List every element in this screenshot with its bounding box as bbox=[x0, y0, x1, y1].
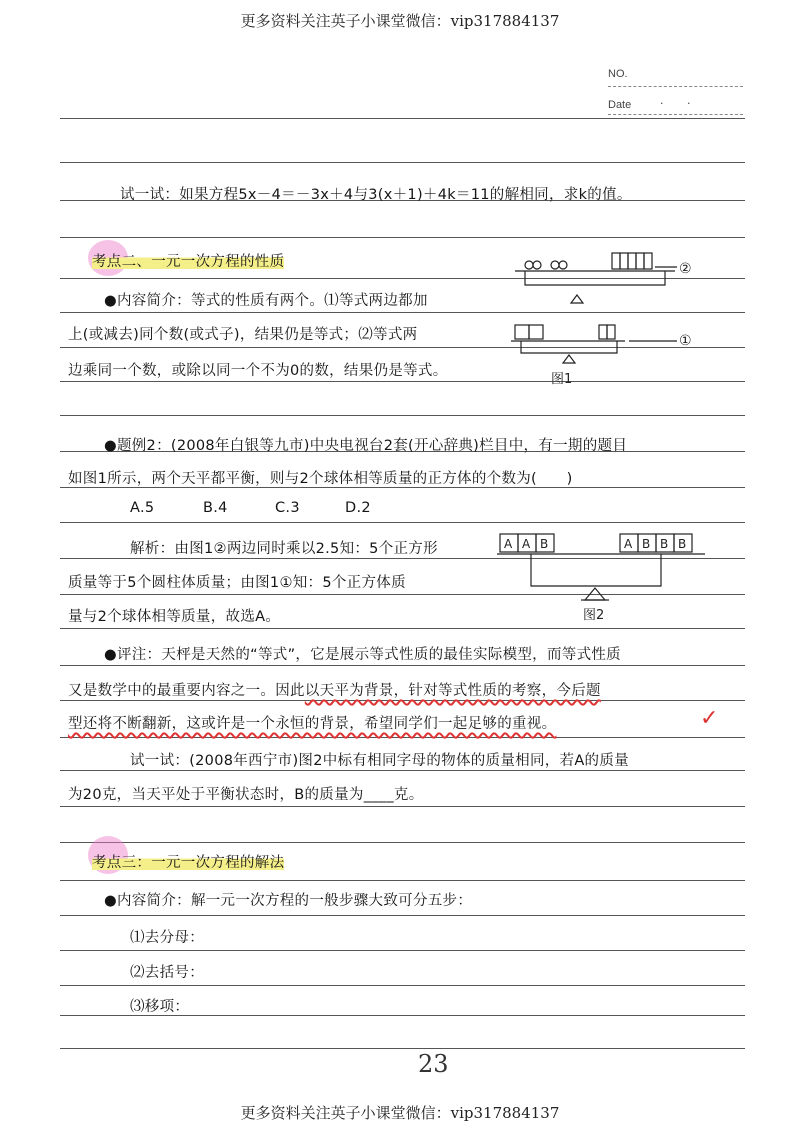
rule-line bbox=[60, 237, 745, 238]
option-a: A.5 bbox=[130, 500, 155, 516]
try-it-line: 试一试：如果方程5x－4＝－3x＋4与3(x＋1)＋4k＝11的解相同，求k的值。 bbox=[120, 187, 632, 203]
watermark-top: 更多资料关注英子小课堂微信：vip317884137 bbox=[240, 12, 560, 30]
rule-line bbox=[60, 522, 745, 523]
example-line: ●题例2：(2008年白银等九市)中央电视台2套(开心辞典)栏目中，有一期的题目 bbox=[104, 438, 628, 454]
header-no-label: NO. bbox=[608, 68, 628, 80]
rule-line bbox=[60, 415, 745, 416]
header-no-line bbox=[608, 86, 743, 87]
try-it-line: 试一试：(2008年西宁市)图2中标有相同字母的物体的质量相同，若A的质量 bbox=[130, 753, 629, 769]
step-item: ⑴去分母： bbox=[130, 930, 204, 946]
rule-line bbox=[60, 737, 745, 738]
section-heading-kaodian2: 考点二、一元一次方程的性质 bbox=[92, 250, 284, 271]
section-heading-kaodian3: 考点三：一元一次方程的解法 bbox=[92, 851, 284, 872]
example-line: 如图1所示，两个天平都平衡，则与2个球体相等质量的正方体的个数为( ) bbox=[68, 471, 573, 487]
rule-line bbox=[60, 806, 745, 807]
solution-line: 解析：由图1②两边同时乘以2.5知：5个正方形 bbox=[130, 541, 438, 557]
comment-line: ●评注：天枰是天然的“等式”，它是展示等式性质的最佳实际模型，而等式性质 bbox=[104, 647, 621, 663]
balance-bottom bbox=[511, 325, 677, 363]
comment-emphasis: 以天平为背景，针对等式性质的考察，今后题 bbox=[304, 683, 601, 699]
page-number: 23 bbox=[418, 1050, 449, 1078]
option-c: C.3 bbox=[275, 500, 300, 516]
check-mark-icon: ✓ bbox=[700, 706, 719, 731]
content-intro-line: ●内容简介：解一元一次方程的一般步骤大致可分五步： bbox=[104, 893, 473, 909]
figure-2-balance bbox=[495, 530, 720, 625]
solution-line: 量与2个球体相等质量，故选A。 bbox=[68, 609, 281, 625]
figure-2-box: B bbox=[540, 537, 549, 551]
rule-line bbox=[60, 118, 745, 119]
content-intro-line: ●内容简介：等式的性质有两个。⑴等式两边都加 bbox=[104, 293, 428, 309]
watermark-bottom: 更多资料关注英子小课堂微信：vip317884137 bbox=[240, 1104, 560, 1122]
comment-line bbox=[68, 679, 601, 700]
balance-top bbox=[515, 253, 677, 303]
rule-line bbox=[60, 880, 745, 881]
content-intro-line: 边乘同一个数，或除以同一个不为0的数，结果仍是等式。 bbox=[68, 363, 448, 379]
figure-2-box: B bbox=[678, 537, 687, 551]
figure-2-box: A bbox=[504, 537, 513, 551]
rule-line bbox=[60, 985, 745, 986]
rule-line bbox=[60, 915, 745, 916]
option-d: D.2 bbox=[345, 500, 371, 516]
rule-line bbox=[60, 700, 745, 701]
figure-2-box: A bbox=[522, 537, 531, 551]
rule-line bbox=[60, 162, 745, 163]
comment-emphasis-line: 型还将不断翻新，这或许是一个永恒的背景，希望同学们一起足够的重视。 bbox=[68, 716, 557, 732]
rule-line bbox=[60, 842, 745, 843]
rule-line bbox=[60, 628, 745, 629]
header-date-line bbox=[608, 114, 743, 115]
comment-text: 又是数学中的最重要内容之一。因此 bbox=[68, 683, 305, 699]
figure-1-label-bottom: ① bbox=[679, 333, 692, 349]
figure-1-caption: 图1 bbox=[551, 372, 573, 387]
try-it-line: 为20克，当天平处于平衡状态时，B的质量为____克。 bbox=[68, 787, 424, 803]
figure-1-balances bbox=[505, 245, 715, 395]
figure-2-box: B bbox=[660, 537, 669, 551]
content-intro-line: 上(或减去)同个数(或式子)，结果仍是等式；⑵等式两 bbox=[68, 327, 418, 343]
option-b: B.4 bbox=[203, 500, 228, 516]
rule-line bbox=[60, 665, 745, 666]
figure-2-box: A bbox=[624, 537, 633, 551]
rule-line bbox=[60, 950, 745, 951]
rule-line bbox=[60, 1048, 745, 1049]
step-item: ⑵去括号： bbox=[130, 965, 204, 981]
header-date-dots: · · bbox=[660, 97, 701, 110]
rule-line bbox=[60, 770, 745, 771]
solution-line: 质量等于5个圆柱体质量；由图1①知：5个正方体质 bbox=[68, 575, 406, 591]
figure-2-caption: 图2 bbox=[583, 608, 605, 623]
step-item: ⑶移项： bbox=[130, 999, 190, 1015]
figure-2-box: B bbox=[642, 537, 651, 551]
header-date-label: Date bbox=[608, 99, 632, 111]
figure-1-label-top: ② bbox=[679, 261, 692, 277]
